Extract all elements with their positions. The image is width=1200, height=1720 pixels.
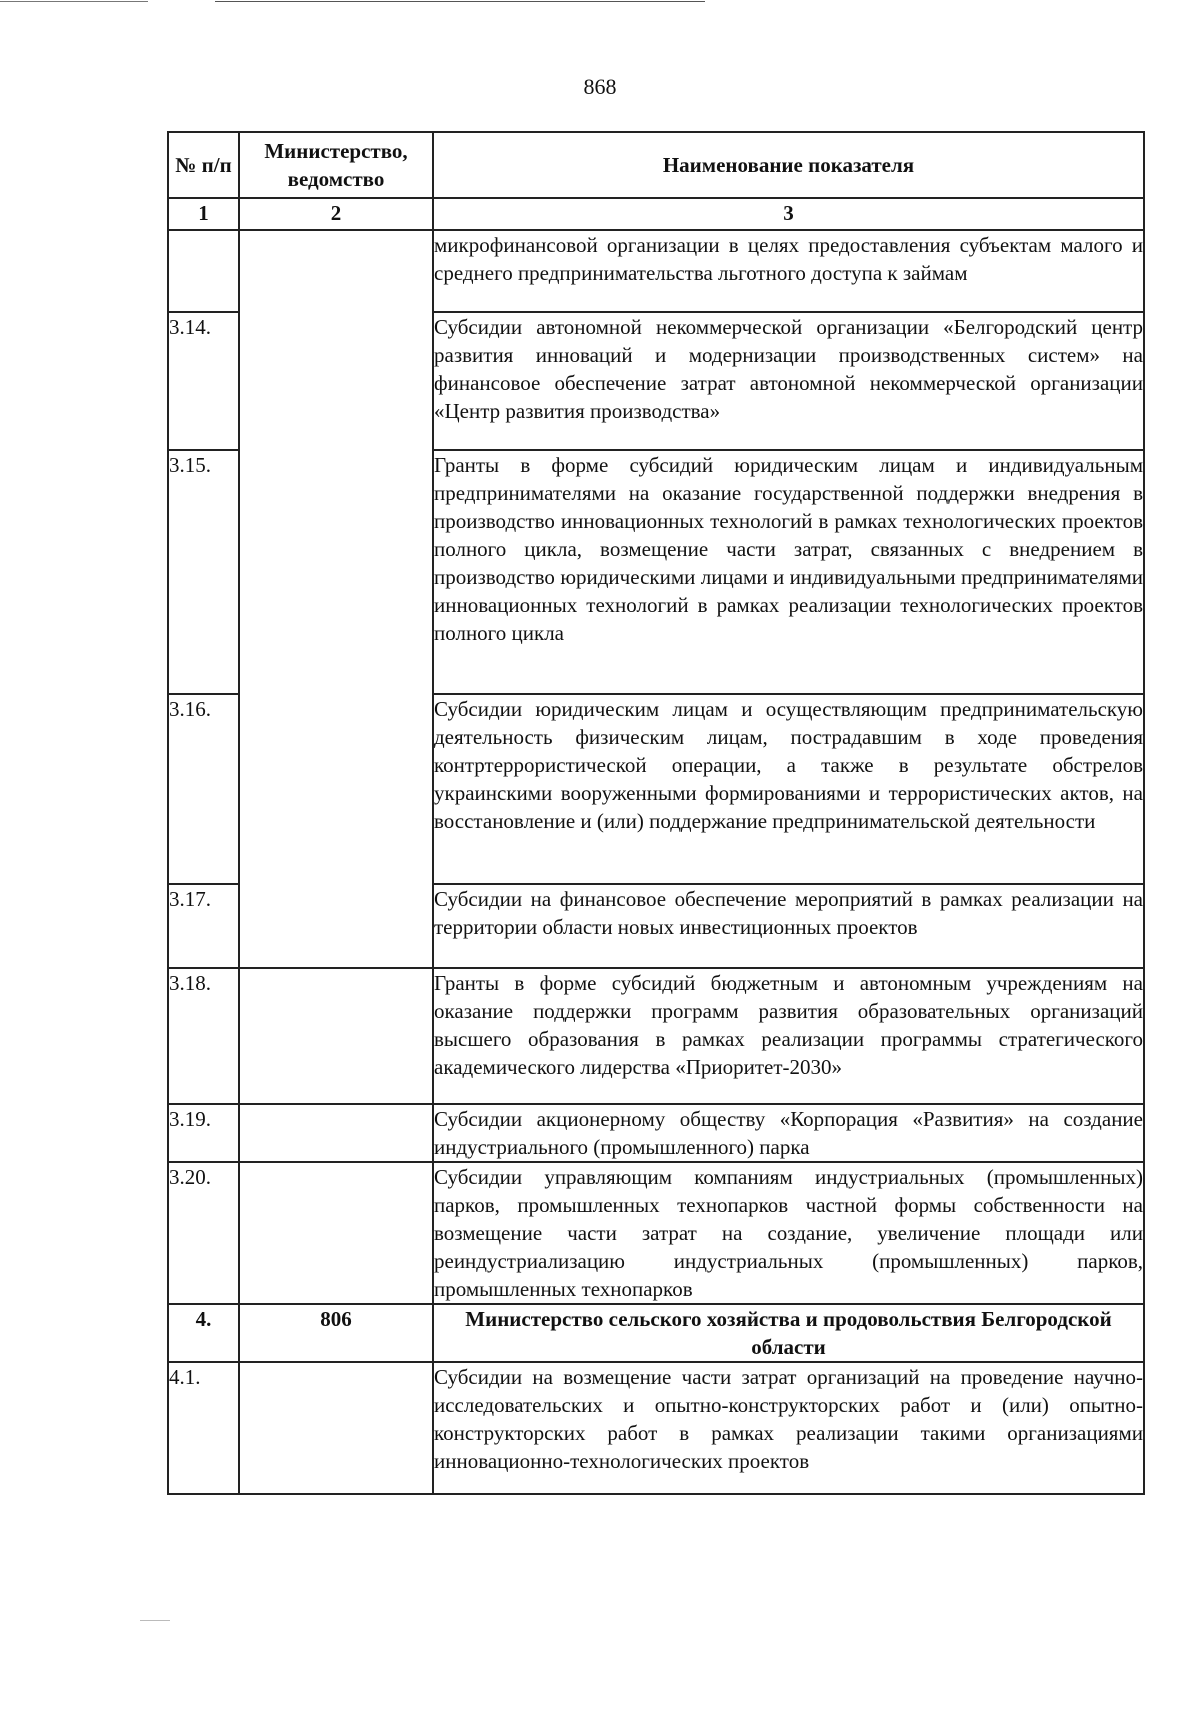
row-indicator-name: Субсидии акционерному обществу «Корпорация «Развития» на создание индустриального (промышленного) парка [433, 1104, 1144, 1162]
row-ministry [239, 230, 433, 968]
header-ministry: Министерство, ведомство [239, 132, 433, 198]
row-ministry [239, 1362, 433, 1494]
row-number: 3.19. [168, 1104, 239, 1162]
row-indicator-name: микрофинансовой организации в целях предоставления субъектам малого и среднего предпринимательства льготного доступа к займам [433, 230, 1144, 312]
row-indicator-name: Субсидии на возмещение части затрат организаций на проведение научно-исследовательских и опытно-конструкторских работ и (или) опытно-конструкторских работ в рамках реализации такими организациями инновационно-технологических проектов [433, 1362, 1144, 1494]
row-number: 4.1. [168, 1362, 239, 1494]
row-indicator-name: Министерство сельского хозяйства и продовольствия Белгородской области [433, 1304, 1144, 1362]
row-number: 3.14. [168, 312, 239, 450]
table-row [168, 1362, 1144, 1494]
row-number: 3.16. [168, 694, 239, 884]
header-indicator-name: Наименование показателя [433, 132, 1144, 198]
row-ministry: 806 [239, 1304, 433, 1362]
column-number-3: 3 [433, 198, 1144, 230]
table-row [168, 1104, 1144, 1162]
row-indicator-name: Гранты в форме субсидий юридическим лицам и индивидуальным предпринимателями на оказание государственной поддержки внедрения в производство инновационных технологий в рамках технологических проектов полного цикла, возмещение части затрат, связанных с внедрением в производство юридическими лицами и индивидуальными предпринимателями инновационных технологий в рамках реализации технологических проектов полного цикла [433, 450, 1144, 694]
page-number: 868 [583, 74, 617, 99]
column-number-1: 1 [168, 198, 239, 230]
row-number: 3.20. [168, 1162, 239, 1304]
row-number [168, 230, 239, 312]
row-ministry [239, 1104, 433, 1162]
row-indicator-name: Гранты в форме субсидий бюджетным и автономным учреждениям на оказание поддержки программ развития образовательных организаций высшего образования в рамках реализации программы стратегического академического лидерства «Приоритет-2030» [433, 968, 1144, 1104]
scan-artifact-line-left [0, 1, 148, 2]
row-number: 4. [168, 1304, 239, 1362]
table-row [168, 1162, 1144, 1304]
indicator-table [167, 131, 1145, 1495]
table-column-numbers-row [168, 198, 1144, 230]
table-body [168, 230, 1144, 1494]
table-header-row [168, 132, 1144, 198]
table-row [168, 968, 1144, 1104]
row-number: 3.17. [168, 884, 239, 968]
table-section-row [168, 1304, 1144, 1362]
row-ministry [239, 968, 433, 1104]
row-number: 3.18. [168, 968, 239, 1104]
table-row [168, 230, 1144, 312]
row-ministry [239, 1162, 433, 1304]
row-indicator-name: Субсидии управляющим компаниям индустриальных (промышленных) парков, промышленных технопарков частной формы собственности на возмещение части затрат на создание, увеличение площади или реиндустриализацию индустриальных (промышленных) парков, промышленных технопарков [433, 1162, 1144, 1304]
row-indicator-name: Субсидии на финансовое обеспечение мероприятий в рамках реализации на территории области новых инвестиционных проектов [433, 884, 1144, 968]
row-indicator-name: Субсидии юридическим лицам и осуществляющим предпринимательскую деятельность физическим лицам, пострадавшим в ходе проведения контртеррористической операции, а также в результате обстрелов украинскими вооруженными формированиями и террористических актов, на восстановление и (или) поддержание предпринимательской деятельности [433, 694, 1144, 884]
row-indicator-name: Субсидии автономной некоммерческой организации «Белгородский центр развития инноваций и модернизации производственных систем» на финансовое обеспечение затрат автономной некоммерческой организации «Центр развития производства» [433, 312, 1144, 450]
header-number: № п/п [168, 132, 239, 198]
scan-artifact-line-right [215, 1, 705, 2]
column-number-2: 2 [239, 198, 433, 230]
row-number: 3.15. [168, 450, 239, 694]
scan-artifact-line-bottom [140, 1620, 170, 1621]
